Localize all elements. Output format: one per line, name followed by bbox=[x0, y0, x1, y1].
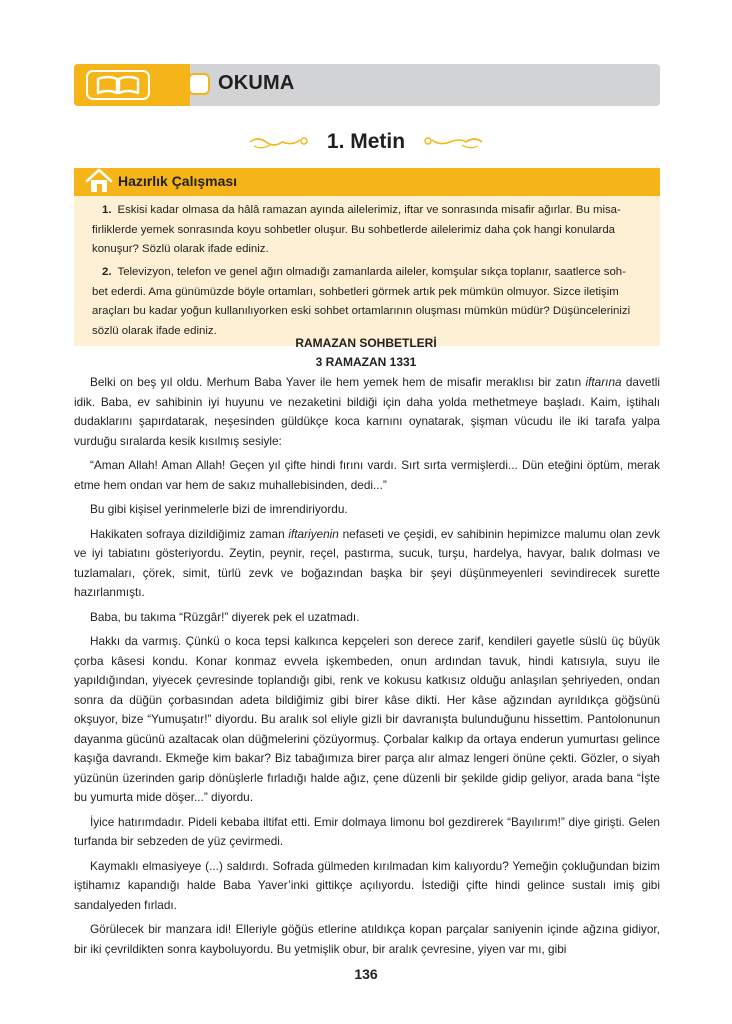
text-run: Belki on beş yıl oldu. Merhum Baba Yaver ile hem yemek hem de misafir meraklısı bir zatın bbox=[90, 375, 586, 389]
item-line: Eskisi kadar olmasa da hâlâ ramazan ayında ailelerimiz, iftar ve sonrasında misafir ağırlar. Bu misa- bbox=[117, 204, 621, 216]
preparation-item-1 bbox=[92, 201, 650, 260]
story-paragraph: Baba, bu takıma “Rüzgâr!” diyerek pek el uzatmadı. bbox=[90, 609, 360, 624]
item-number: 2. bbox=[102, 266, 112, 278]
section-marker-box bbox=[188, 73, 210, 95]
right-ornament-icon bbox=[422, 134, 484, 150]
italic-text-run: iftariyenin bbox=[288, 526, 339, 541]
text-run: davetli idik. Baba, ev sahibinin iyi huyunu ve nezaketini bildiği için daha yolda methetmeye başladı. Kaim, iştihalı dudaklarını şapırdatarak, neşesinden güldükçe koca karnını oynatarak, şişman vücudu ile iki tarafa yalpa vurduğu sıralarda kesik kısılmış sesiyle: bbox=[74, 375, 660, 448]
story-paragraph: Kaymaklı elmasiyeye (...) saldırdı. Sofrada gülmeden kırılmadan kim kalıyordu? Yemeğin çokluğundan bizim iştihamız kapandığı halde Baba Yaver’inki gittikçe açılıyordu. İstediği çifte hindi gelince sustalı imiş gibi sandalyeden fırladı. bbox=[74, 858, 660, 912]
house-icon bbox=[84, 168, 114, 194]
item-line: konuşur? Sözlü olarak ifade ediniz. bbox=[92, 243, 269, 256]
story-paragraph bbox=[74, 373, 660, 451]
story-body bbox=[74, 373, 660, 964]
section-title: 1. Metin bbox=[326, 130, 406, 153]
story-paragraph: İyice hatırımdadır. Pideli kebaba iltifat etti. Emir dolmaya limonu bol gezdirerek “Bayılırım!” diye girişti. Gelen turfanda bir sebzeden de yüz çevirmedi. bbox=[74, 814, 660, 848]
story-paragraph: “Aman Allah! Aman Allah! Geçen yıl çifte hindi fırını vardı. Sırt sırta vermişlerdi... Dün eteğini öptüm, merak etme hem ondan var hem de sakız muhallebisinden, dedi...” bbox=[74, 458, 660, 492]
open-book-icon bbox=[86, 70, 150, 100]
section-heading bbox=[0, 130, 732, 154]
story-paragraph: Bu gibi kişisel yerinmelerle bizi de imrendiriyordu. bbox=[90, 502, 348, 516]
preparation-item-2 bbox=[92, 263, 650, 341]
story-paragraph: Hakkı da varmış. Çünkü o koca tepsi kalkınca kepçeleri son derece zarif, kendileri gayetle süslü üç büyük çorba kâsesi kondu. Konar konmaz evvela işkembeden, onun ardından tavuk, hindi katısıyla, suyu ile yapıldığından, yiyecek çevresinde toplandığı gibi, renk ve kokusu katkısız olduğu anlaşılan şehriyeden, ondan sonra da düğün çorbasından adeta bildiğimiz gibi birer kâse dikti. Her kâse ağzından ayrıldıkça göğsünü okşuyor, bize “Yumuşatır!” diyordu. Bu aralık sol eliyle gizli bir davranışta bulunduğunu hissettim. Pantolonunun dayanma gücünü azaltacak olan düğmelerini çözüyormuş. Çorbalar kalkıp da ortaya enderun yumurtası gelince kaşığa davrandı. Ekmeğe kim bakar? Biz tabağımıza birer parça alır almaz lengeri önüne çekti. Gözler, o siyah yüzünün üzerinden garip dönüşlerle fırladığı halde ağız, çene düzenli bir şekilde gidip geliyor, arada bana “İşte bu yumurta mide döşer...” diyordu. bbox=[74, 634, 660, 804]
page-number: 136 bbox=[354, 966, 378, 982]
text-run: Hakikaten sofraya dizildiğimiz zaman bbox=[90, 526, 289, 541]
story-title: RAMAZAN SOHBETLERİ bbox=[295, 336, 437, 350]
item-line: Televizyon, telefon ve genel ağın olmadığı zamanlarda aileler, komşular sıkça toplanır, saatlerce soh- bbox=[117, 266, 626, 278]
story-paragraph bbox=[74, 525, 660, 603]
preparation-title: Hazırlık Çalışması bbox=[118, 173, 238, 189]
text-run: nefaseti ve çeşidi, ev sahibinin hepimizce malumu olan zevk ve iyi tabiatını gösteriyordu. Zeytin, peynir, reçel, pastırma, sucuk, turşu, hardelya, havyar, balık dolması ve tuzlamaları, çörek, simit, türlü zevk ve boğazından başka bir şeyi düşünmeyenleri sevindirecek surette hazırlanmıştı. bbox=[74, 526, 660, 599]
item-line: bet ederdi. Ama günümüzde böyle ortamları, sohbetleri görmek artık pek mümkün olmuyor. Sizce iletişim bbox=[92, 285, 619, 298]
item-line: sözlü olarak ifade ediniz. bbox=[92, 324, 217, 337]
item-line: firliklerde yemek sonrasında koyu sohbetler oluşur. Bu sohbetlerde ailelerimiz daha çok hangi konularda bbox=[92, 223, 615, 236]
header-title: OKUMA bbox=[218, 72, 295, 94]
italic-text-run: iftarına bbox=[585, 375, 622, 389]
item-line: araçları bu kadar yoğun kullanılıyorken eski sohbet ortamlarının oluşması mümkün müdür? Düşüncelerinizi bbox=[92, 305, 631, 318]
story-subtitle: 3 RAMAZAN 1331 bbox=[315, 355, 417, 369]
item-number: 1. bbox=[102, 204, 112, 216]
left-ornament-icon bbox=[248, 134, 310, 150]
story-paragraph: Görülecek bir manzara idi! Elleriyle göğüs etlerine atıldıkça kopan parçalar saniyenin içinde ağzına gidiyor, bir iki çevrildikten sonra kayboluyordu. Bu yetmişlik obur, bir aralık çevresine, yiyen var mı, gibi bbox=[74, 922, 660, 956]
